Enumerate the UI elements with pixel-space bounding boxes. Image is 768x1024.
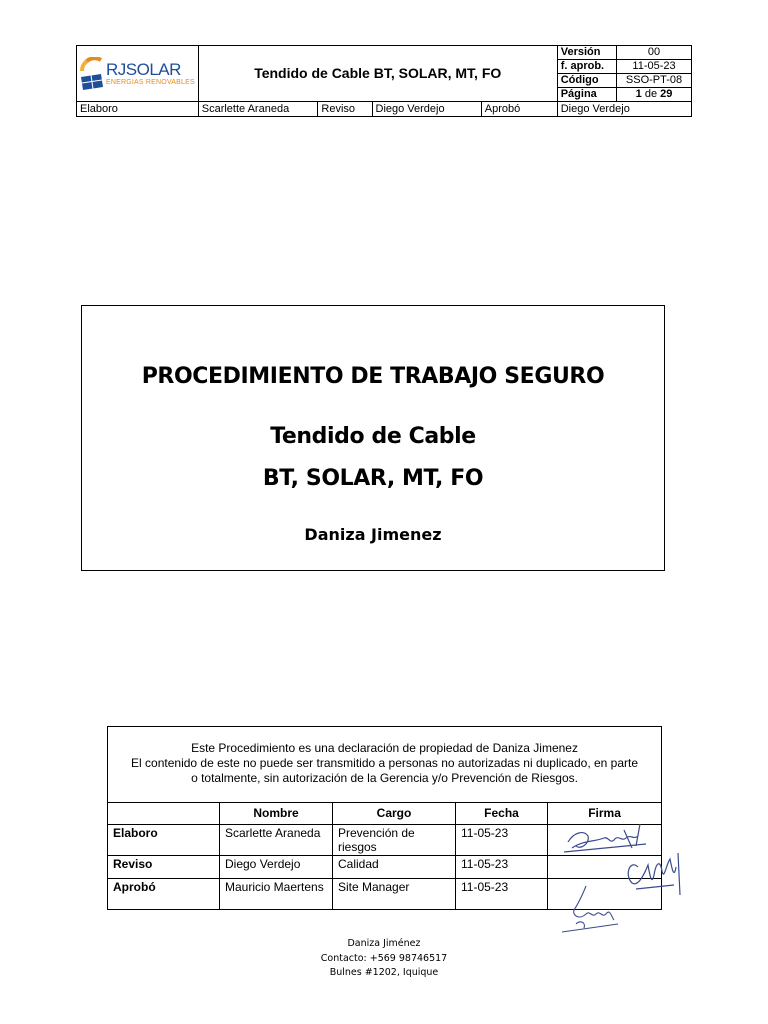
logo-subtitle: ENERGIAS RENOVABLES	[106, 79, 195, 86]
company-logo	[77, 46, 198, 101]
signoff-elaboro-label: Elaboro	[77, 102, 199, 117]
sun-panel-icon	[79, 57, 105, 91]
column-header-nombre: Nombre	[220, 803, 333, 825]
signoff-reviso-label: Reviso	[318, 102, 372, 117]
column-header-firma: Firma	[548, 803, 662, 825]
meta-value-page	[617, 88, 692, 102]
row-label-aprobo: Aprobó	[108, 879, 220, 910]
signoff-reviso-value: Diego Verdejo	[372, 102, 481, 117]
cover-box	[81, 305, 665, 571]
cover-author: Daniza Jimenez	[304, 525, 442, 544]
row-nombre: Scarlette Araneda	[220, 825, 333, 856]
page-total: 29	[660, 88, 673, 100]
cover-heading: PROCEDIMIENTO DE TRABAJO SEGURO	[141, 364, 605, 389]
document-footer	[0, 937, 768, 981]
table-row	[108, 825, 662, 856]
notice-line-1: Este Procedimiento es una declaración de propiedad de Daniza Jimenez	[191, 741, 578, 755]
page-of: de	[644, 88, 658, 100]
meta-label-code: Código	[557, 74, 616, 88]
logo-name: RJSOLAR	[106, 60, 181, 79]
row-label-reviso: Reviso	[108, 856, 220, 879]
meta-value-version: 00	[617, 46, 692, 60]
approval-table	[107, 726, 662, 910]
meta-label-approval-date: f. aprob.	[557, 60, 616, 74]
column-header-fecha: Fecha	[456, 803, 548, 825]
document-header	[76, 45, 692, 117]
footer-address: Bulnes #1202, Iquique	[329, 967, 439, 978]
row-firma	[548, 856, 662, 879]
column-header-empty	[108, 803, 220, 825]
row-fecha: 11-05-23	[456, 856, 548, 879]
logo-cell	[77, 46, 199, 102]
row-firma	[548, 879, 662, 910]
ownership-notice	[108, 727, 662, 803]
table-row	[108, 879, 662, 910]
page-current: 1	[635, 88, 642, 100]
cover-subtitle-line2: BT, SOLAR, MT, FO	[262, 466, 484, 491]
notice-line-3: o totalmente, sin autorización de la Gerencia y/o Prevención de Riesgos.	[191, 771, 578, 785]
document-title: Tendido de Cable BT, SOLAR, MT, FO	[198, 46, 557, 102]
notice-line-2: El contenido de este no puede ser transmitido a personas no autorizadas ni duplicado, en parte	[131, 756, 639, 770]
meta-value-approval-date: 11-05-23	[617, 60, 692, 74]
footer-name: Daniza Jiménez	[347, 938, 421, 949]
footer-contact: Contacto: +569 98746517	[320, 952, 448, 964]
meta-value-code: SSO-PT-08	[617, 74, 692, 88]
row-fecha: 11-05-23	[456, 825, 548, 856]
signoff-elaboro-value: Scarlette Araneda	[198, 102, 318, 117]
signoff-aprobo-label: Aprobó	[481, 102, 557, 117]
row-fecha: 11-05-23	[456, 879, 548, 910]
column-header-cargo: Cargo	[333, 803, 456, 825]
meta-label-page: Página	[557, 88, 616, 102]
cover-subtitle-line1: Tendido de Cable	[270, 424, 476, 449]
row-firma	[548, 825, 662, 856]
row-cargo: Prevención de riesgos	[333, 825, 456, 856]
row-label-elaboro: Elaboro	[108, 825, 220, 856]
row-nombre: Diego Verdejo	[220, 856, 333, 879]
row-cargo: Calidad	[333, 856, 456, 879]
table-row	[108, 856, 662, 879]
signoff-aprobo-value: Diego Verdejo	[557, 102, 691, 117]
row-cargo: Site Manager	[333, 879, 456, 910]
meta-label-version: Versión	[557, 46, 616, 60]
row-nombre: Mauricio Maertens	[220, 879, 333, 910]
